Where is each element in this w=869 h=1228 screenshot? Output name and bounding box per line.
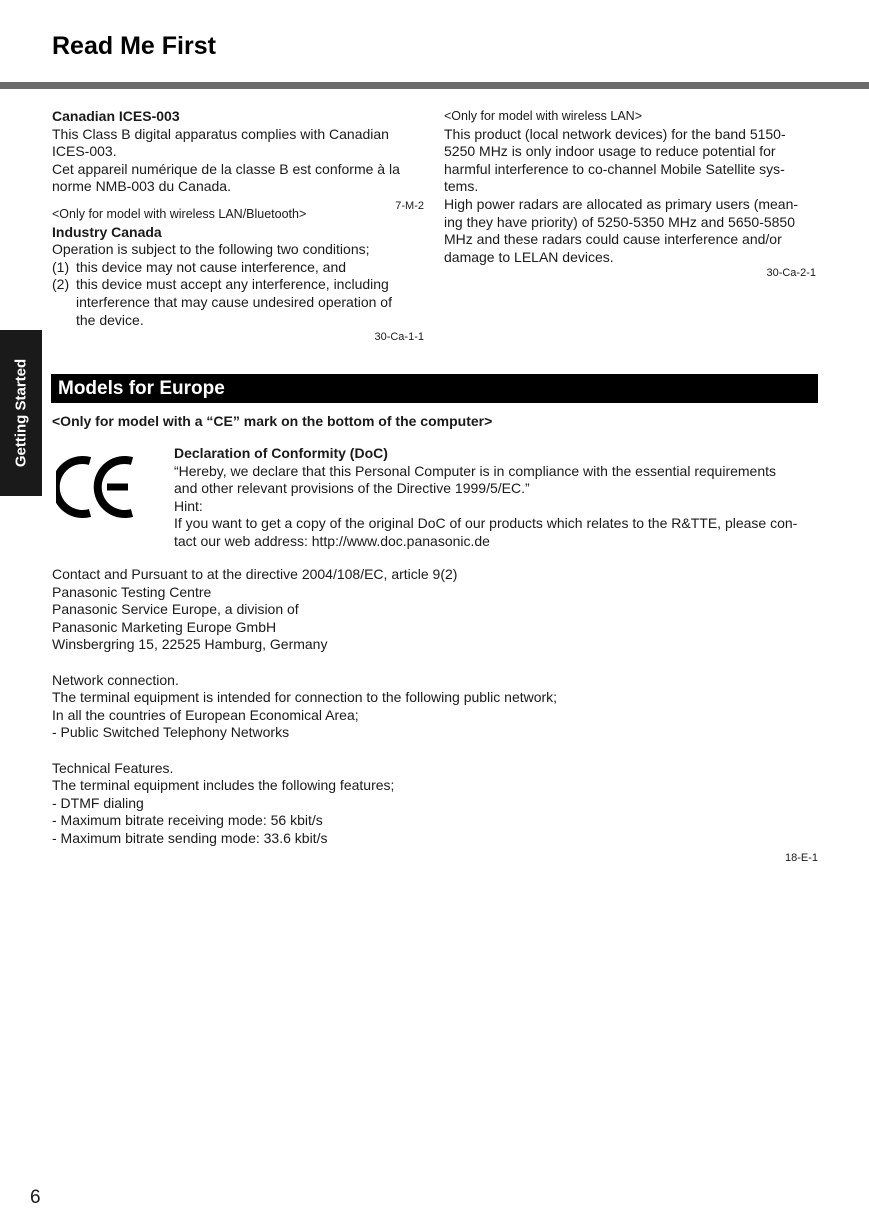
technical-line: Technical Features.	[52, 759, 174, 776]
doc-line: Hint:	[174, 497, 203, 514]
operation-text: Operation is subject to the following two conditions;	[52, 241, 370, 258]
wlan-text-line: ing they have priority) of 5250-5350 MHz and 5650-5850	[444, 213, 795, 230]
reference-code: 7-M-2	[395, 199, 424, 212]
doc-line: and other relevant provisions of the Directive 1999/5/EC.”	[174, 480, 530, 497]
wlan-text-line: High power radars are allocated as primary users (mean-	[444, 195, 799, 212]
contact-line: Panasonic Testing Centre	[52, 583, 212, 600]
bluetooth-note: <Only for model with wireless LAN/Bluetooth>	[52, 206, 307, 221]
doc-line: tact our web address: http://www.doc.panasonic.de	[174, 532, 490, 549]
declaration-of-conformity	[174, 445, 818, 551]
technical-line: - Maximum bitrate receiving mode: 56 kbit/s	[52, 812, 323, 829]
network-line: Network connection.	[52, 671, 179, 688]
condition-item	[52, 276, 424, 329]
doc-heading: Declaration of Conformity (DoC)	[174, 445, 388, 461]
contact-line: Contact and Pursuant to at the directive 2004/108/EC, article 9(2)	[52, 566, 458, 582]
canadian-heading: Canadian ICES-003	[52, 108, 180, 124]
title-rule	[0, 82, 869, 89]
condition-line: this device may not cause interference, and	[76, 258, 347, 275]
condition-line: interference that may cause undesired operation of	[76, 293, 392, 310]
page-number: 6	[30, 1187, 41, 1208]
section-header-europe: Models for Europe	[51, 374, 818, 403]
wlan-note: <Only for model with wireless LAN>	[444, 109, 642, 123]
contact-line: Winsbergring 15, 22525 Hamburg, Germany	[52, 636, 328, 653]
condition-number: (1)	[52, 258, 70, 275]
condition-item	[52, 259, 424, 277]
canadian-text-line: ICES-003.	[52, 143, 117, 160]
condition-line: this device must accept any interference, including	[76, 276, 389, 293]
reference-code: 30-Ca-2-1	[766, 267, 816, 280]
left-column	[52, 108, 424, 344]
ce-model-note: <Only for model with a “CE” mark on the bottom of the computer>	[52, 413, 493, 429]
wlan-text-line: harmful interference to co-channel Mobile Satellite sys-	[444, 160, 785, 177]
french-text-line: norme NMB-003 du Canada.	[52, 178, 231, 195]
page-title: Read Me First	[52, 32, 216, 60]
industry-heading: Industry Canada	[52, 223, 162, 240]
french-text-line: Cet appareil numérique de la classe B est conforme à la	[52, 160, 400, 177]
reference-code: 18-E-1	[784, 851, 818, 864]
wlan-text-line: damage to LELAN devices.	[444, 248, 614, 265]
contact-line: Panasonic Service Europe, a division of	[52, 601, 299, 618]
wlan-text-line: tems.	[444, 178, 479, 195]
technical-line: - DTMF dialing	[52, 794, 144, 811]
europe-body	[52, 566, 818, 865]
canadian-text-line: This Class B digital apparatus complies with Canadian	[52, 125, 389, 142]
network-line: In all the countries of European Economical Area;	[52, 706, 359, 723]
condition-number: (2)	[52, 276, 70, 293]
network-line: - Public Switched Telephony Networks	[52, 724, 290, 741]
ce-mark-icon	[56, 453, 136, 521]
wlan-text-line: 5250 MHz is only indoor usage to reduce potential for	[444, 143, 776, 160]
contact-line: Panasonic Marketing Europe GmbH	[52, 618, 277, 635]
condition-line: the device.	[76, 311, 144, 328]
doc-line: If you want to get a copy of the original DoC of our products which relates to the R&TTE, please con-	[174, 515, 798, 532]
wlan-text-line: This product (local network devices) for the band 5150-	[444, 125, 786, 142]
technical-line: - Maximum bitrate sending mode: 33.6 kbit/s	[52, 829, 328, 846]
technical-line: The terminal equipment includes the following features;	[52, 777, 395, 794]
doc-line: “Hereby, we declare that this Personal Computer is in compliance with the essential requirements	[174, 462, 777, 479]
side-tab-label: Getting Started	[12, 358, 30, 468]
network-line: The terminal equipment is intended for connection to the following public network;	[52, 689, 558, 706]
wlan-text-line: MHz and these radars could cause interference and/or	[444, 231, 782, 248]
right-column	[444, 108, 816, 280]
reference-code: 30-Ca-1-1	[374, 331, 424, 344]
